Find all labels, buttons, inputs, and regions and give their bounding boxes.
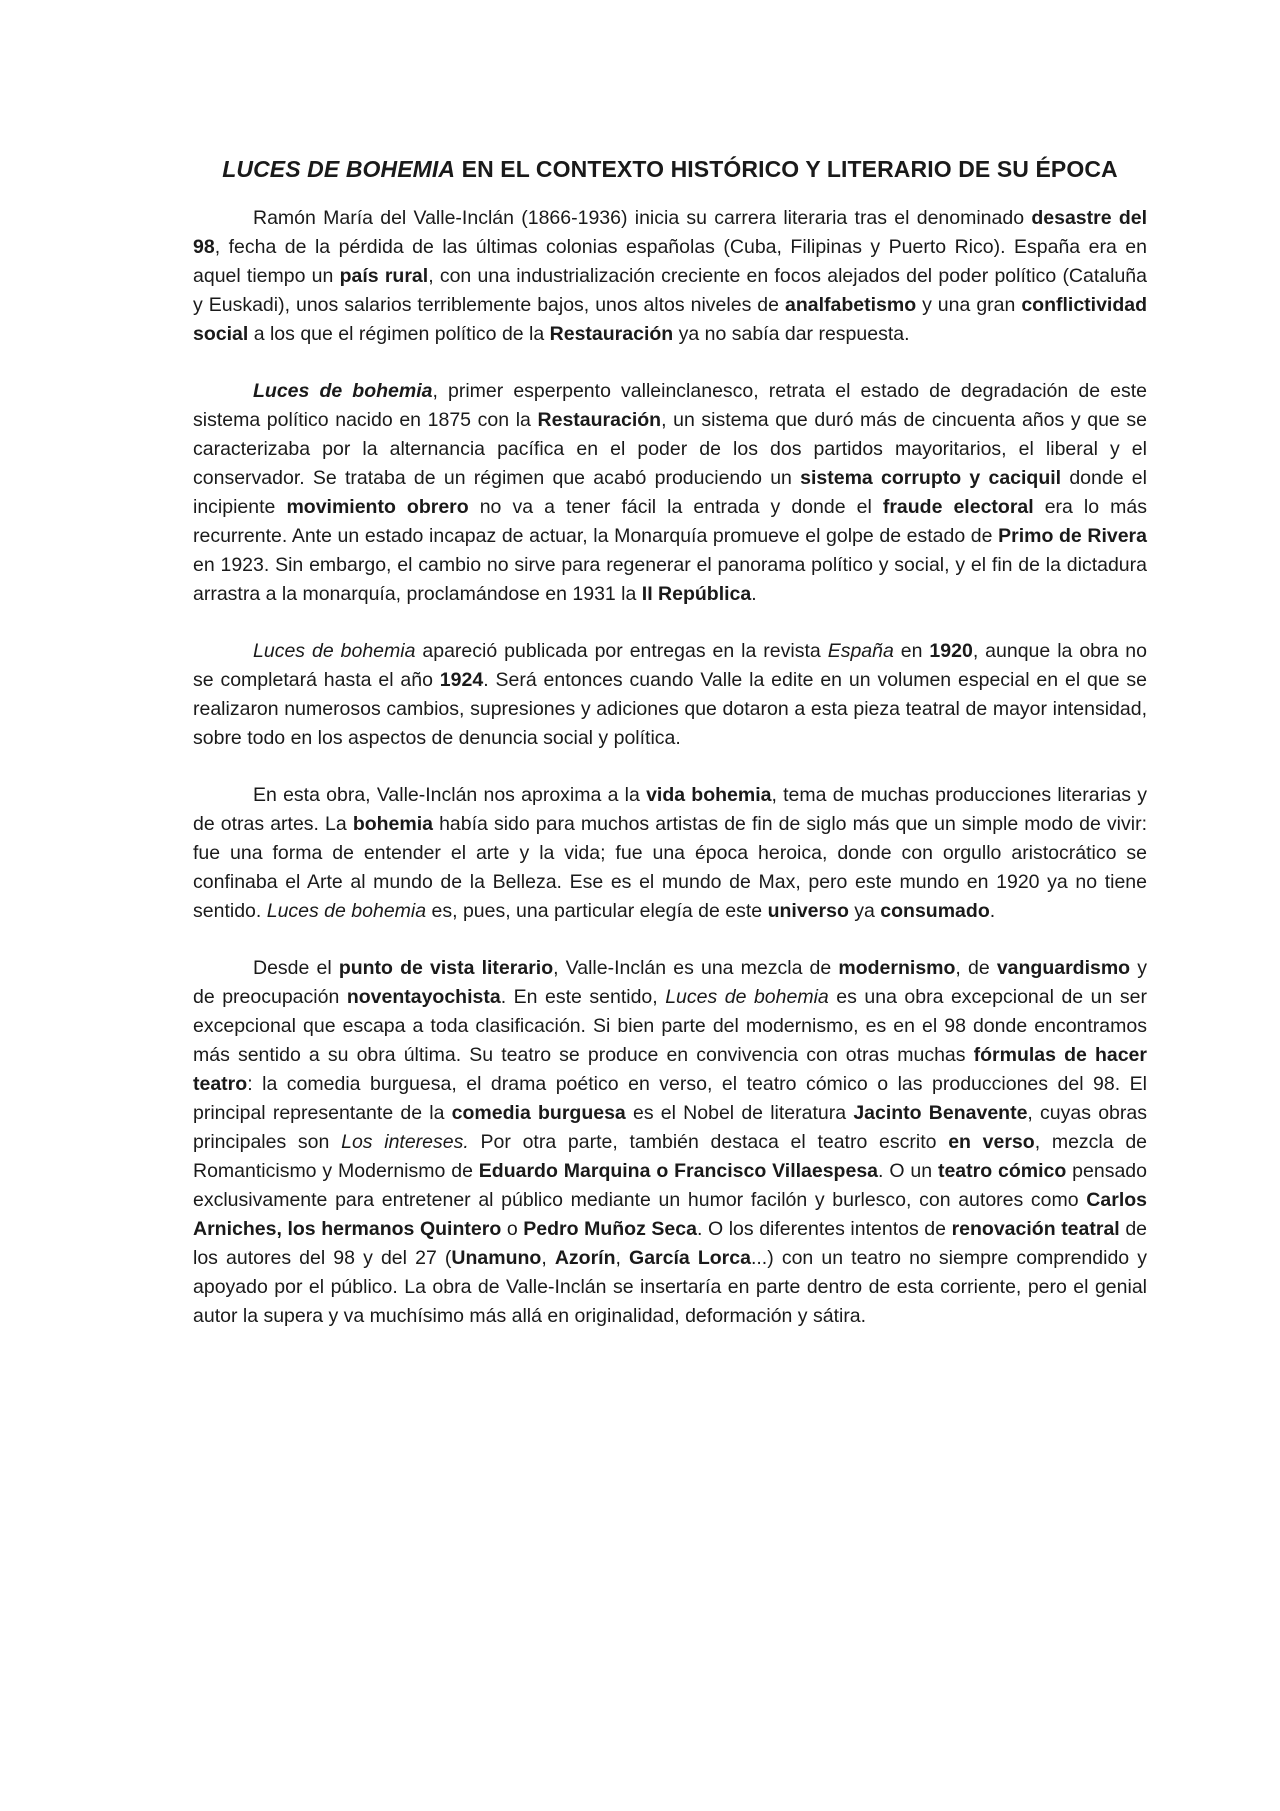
text-run: , Valle-Inclán es una mezcla de	[553, 957, 839, 979]
text-run-bold: bohemia	[352, 813, 433, 835]
text-run: es, pues, una particular elegía de este	[426, 900, 768, 922]
text-run-bold: Eduardo Marquina o Francisco Villaespesa	[478, 1160, 879, 1182]
text-run-bold: Pedro Muñoz Seca	[523, 1218, 697, 1240]
text-run-bold: fórmulas de hacer teatro	[193, 1044, 1147, 1095]
text-run: , un sistema que duró más de cincuenta años y que se caracterizaba por la alternancia pacífica en el poder de los dos partidos mayoritarios, el liberal y el conservador. Se trataba de un régimen que acabó produciendo un	[193, 409, 1147, 489]
text-run: , tema de muchas producciones literarias y de otras artes. La	[193, 784, 1148, 835]
text-run: Ramón María del Valle-Inclán (1866-1936) inicia su carrera literaria tras el denominado	[253, 207, 1032, 229]
text-run-bold: renovación teatral	[951, 1218, 1120, 1240]
text-run: Por otra parte, también destaca el teatro escrito	[468, 1131, 949, 1153]
text-run-bold: Azorín	[554, 1247, 616, 1269]
text-run-bold: conflictividad social	[193, 294, 1148, 345]
text-run: en 1923. Sin embargo, el cambio no sirve para regenerar el panorama político y social, y el fin de la dictadura arrastra a la monarquía, proclamándose en 1931 la	[193, 554, 1147, 605]
text-run: apareció publicada por entregas en la revista	[415, 640, 828, 662]
text-run-bold: teatro cómico	[937, 1160, 1067, 1182]
text-run: . O un	[878, 1160, 938, 1182]
text-run: . En este sentido,	[500, 986, 666, 1008]
text-run: ,	[615, 1247, 630, 1269]
text-run-bold: Unamuno	[451, 1247, 542, 1269]
text-run-bold: fraude electoral	[882, 496, 1034, 518]
text-run: ya	[848, 900, 881, 922]
text-run-italic: Luces de bohemia	[266, 900, 427, 922]
text-run-bold: analfabetismo	[784, 294, 917, 316]
text-run-bold: vida bohemia	[646, 784, 772, 806]
text-run: donde el incipiente	[193, 467, 1147, 518]
text-run-bold: II República	[641, 583, 752, 605]
text-run-bold: Restauración	[549, 323, 674, 345]
text-run-bold: en verso	[948, 1131, 1035, 1153]
text-run: a los que el régimen político de la	[248, 323, 550, 345]
text-run-italic: Los intereses.	[341, 1131, 469, 1153]
text-run: .	[989, 900, 996, 922]
text-run: , cuyas obras principales son	[193, 1102, 1147, 1153]
text-run-bold: comedia burguesa	[451, 1102, 626, 1124]
paragraph-3	[193, 637, 1147, 753]
text-run: . Será entonces cuando Valle la edite en un volumen especial en el que se realizaron numerosos cambios, supresiones y adiciones que dotaron a esta pieza teatral de mayor intensidad, sobre todo en los aspectos de denuncia social y política.	[193, 669, 1148, 749]
text-run-bold: consumado	[880, 900, 990, 922]
text-run-italic: España	[827, 640, 894, 662]
text-run: había sido para muchos artistas de fin de siglo más que un simple modo de vivir: fue una forma de entender el arte y la vida; fue una época heroica, donde con orgullo aristocrático se confinaba el Arte al mundo de la Belleza. Ese es el mundo de Max, pero este mundo en 1920 ya no tiene sentido.	[193, 813, 1147, 922]
text-run: Luces de bohemia	[253, 380, 433, 402]
text-run: , mezcla de Romanticismo y Modernismo de	[193, 1131, 1148, 1182]
text-run-bold: modernismo	[838, 957, 956, 979]
text-run: no va a tener fácil la entrada y donde el	[468, 496, 883, 518]
text-run: ...) con un teatro no siempre comprendido y apoyado por el público. La obra de Valle-Inclán se insertaría en parte dentro de esta corriente, pero el genial autor la supera y va muchísimo más allá en originalidad, deformación y sátira.	[193, 1247, 1147, 1327]
text-run: , con una industrialización creciente en focos alejados del poder político (Cataluña y Euskadi), unos salarios terriblemente bajos, unos altos niveles de	[193, 265, 1147, 316]
document-body	[193, 204, 1147, 1331]
text-run-emphasis	[253, 380, 432, 402]
text-run: , fecha de la pérdida de las últimas colonias españolas (Cuba, Filipinas y Puerto Rico). España era en aquel tiempo un	[193, 236, 1147, 287]
text-run-bold: Primo de Rivera	[998, 525, 1147, 547]
text-run-bold: desastre del 98	[193, 207, 1148, 258]
text-run: , de	[955, 957, 997, 979]
text-run-italic: Luces de bohemia	[665, 986, 829, 1008]
paragraph-2	[193, 377, 1147, 609]
paragraph-5	[193, 954, 1147, 1331]
text-run: ,	[541, 1247, 555, 1269]
text-run-bold: 1920	[929, 640, 973, 662]
text-run: pensado exclusivamente para entretener al público mediante un humor facilón y burlesco, con autores como	[193, 1160, 1147, 1211]
text-run: en	[893, 640, 930, 662]
title-italic: LUCES DE BOHEMIA	[222, 156, 456, 182]
text-run-italic: Luces de bohemia	[253, 640, 416, 662]
text-run: : la comedia burguesa, el drama poético en verso, el teatro cómico o las producciones del 98. El principal representante de la	[193, 1073, 1147, 1124]
text-run-bold: García Lorca	[629, 1247, 751, 1269]
text-run-bold: país rural	[339, 265, 429, 287]
text-run-bold: movimiento obrero	[286, 496, 469, 518]
paragraph-1	[193, 204, 1147, 349]
text-run: y de preocupación	[193, 957, 1147, 1008]
text-run-bold: noventayochista	[346, 986, 501, 1008]
text-run: era lo más recurrente. Ante un estado incapaz de actuar, la Monarquía promueve el golpe de estado de	[193, 496, 1147, 547]
document-page	[193, 152, 1147, 1359]
text-run-bold: punto de vista literario	[338, 957, 554, 979]
text-run: En esta obra, Valle-Inclán nos aproxima a la	[253, 784, 647, 806]
text-run-bold: universo	[767, 900, 849, 922]
text-run: , aunque la obra no se completará hasta el año	[193, 640, 1147, 691]
text-run: .	[751, 583, 757, 605]
text-run-bold: sistema corrupto y caciquil	[800, 467, 1062, 489]
text-run: es una obra excepcional de un ser excepcional que escapa a toda clasificación. Si bien parte del modernismo, es en el 98 donde encontramos más sentido a su obra última. Su teatro se produce en convivencia con otras muchas	[193, 986, 1147, 1066]
text-run: o	[501, 1218, 524, 1240]
document-title	[193, 152, 1147, 186]
text-run: es el Nobel de literatura	[625, 1102, 854, 1124]
text-run-bold: vanguardismo	[996, 957, 1131, 979]
text-run: de los autores del 98 y del 27 (	[193, 1218, 1148, 1269]
text-run-bold: Carlos Arniches, los hermanos Quintero	[193, 1189, 1147, 1240]
paragraph-4	[193, 781, 1147, 926]
text-run-bold: 1924	[439, 669, 484, 691]
text-run-bold: Restauración	[537, 409, 662, 431]
text-run: , primer esperpento valleinclanesco, retrata el estado de degradación de este sistema político nacido en 1875 con la	[193, 380, 1147, 431]
text-run: . O los diferentes intentos de	[696, 1218, 952, 1240]
text-run: y una gran	[916, 294, 1022, 316]
text-run: Desde el	[253, 957, 339, 979]
text-run-bold: Jacinto Benavente	[853, 1102, 1028, 1124]
text-run: ya no sabía dar respuesta.	[673, 323, 910, 345]
title-rest: EN EL CONTEXTO HISTÓRICO Y LITERARIO DE SU ÉPOCA	[455, 156, 1118, 182]
